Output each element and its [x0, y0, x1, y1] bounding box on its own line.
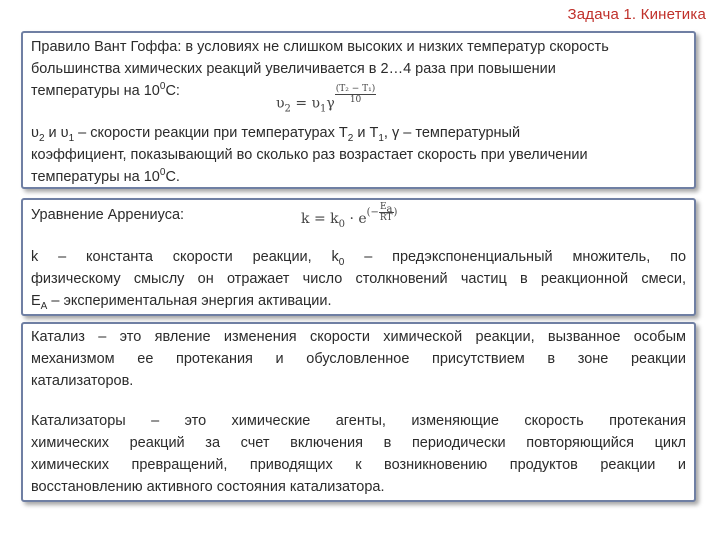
desc-line-1: $\upsilon_2$ и $\upsilon_1$ – скорости реакции при температурах $T_2$ и $T_1$, γ – температурный [31, 125, 521, 144]
vant-hoff-formula: $\upsilon_2 = \upsilon_1\gamma$ $\frac{\text{(T₂ − T₁)}}{10}$ [276, 84, 376, 115]
vant-hoff-exponent: $\frac{\text{(T₂ − T₁)}}{10}$ [335, 84, 376, 105]
catalysis-box [21, 322, 696, 502]
catalysts-definition [31, 410, 686, 498]
cats-line-4: восстановлению активного состояния катализатора. [31, 479, 385, 495]
cat-line-3: катализаторов. [31, 373, 134, 389]
cat-line-1: Катализ – это явление изменения скорости химической реакции, вызванное особым [31, 329, 686, 345]
arr-line-3: $E_A$ – экспериментальная энергия активации. [31, 293, 332, 312]
arr-line-2: физическому смыслу он отражает число столкновений частиц в реакционной смеси, [31, 271, 686, 287]
intro-line-3: температуры на $10^0С$: [31, 81, 180, 99]
cat-line-2: механизмом ее протекания и обусловленное присутствием в зоне реакции [31, 351, 686, 367]
intro-line-1: Правило Вант Гоффа: в условиях не слишком высоких и низких температур скорость [31, 39, 609, 55]
arrhenius-description [31, 246, 686, 312]
desc-line-3: температуры на $10^0С$. [31, 167, 180, 185]
catalysis-definition [31, 326, 686, 392]
cats-line-1: Катализаторы – это химические агенты, изменяющие скорость протекания [31, 413, 686, 429]
intro-line-2: большинства химических реакций увеличивается в 2…4 раза при повышении [31, 61, 556, 77]
arrhenius-formula: $k = k_0 \cdot e(-$ $\frac{E_a}{RT}$ ) [301, 202, 398, 230]
arrhenius-box [21, 198, 696, 316]
desc-line-2: коэффициент, показывающий во сколько раз возрастает скорость при увеличении [31, 147, 588, 163]
cats-line-2: химических реакций за счет включения в периодически повторяющийся цикл [31, 435, 686, 451]
vant-hoff-description [31, 122, 686, 188]
arr-line-1: k – константа скорости реакции, $k_0$ – предэкспоненциальный множитель, по [31, 249, 687, 268]
vant-hoff-rule-box [21, 31, 696, 189]
arrhenius-exponent: $\frac{E_a}{RT}$ [379, 202, 393, 223]
slide-title: Задача 1. Кинетика [567, 6, 706, 23]
cats-line-3: химических превращений, приводящих к возникновению продуктов реакции и [31, 457, 686, 473]
arrhenius-title: Уравнение Аррениуса: [31, 207, 185, 223]
